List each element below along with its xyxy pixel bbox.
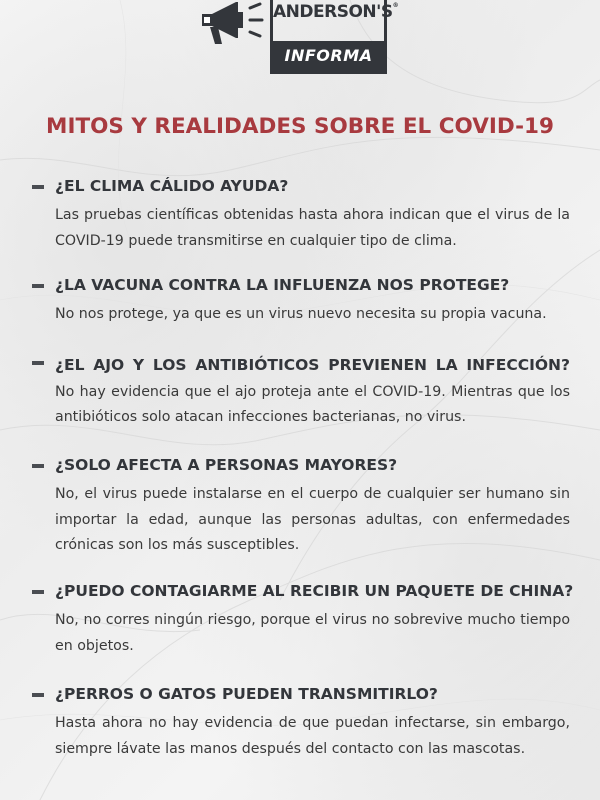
logo <box>198 0 398 78</box>
item-answer: No, el virus puede instalarse en el cuerpo de cualquier ser humano sin importar la edad, aunque las personas adultas, con enfermedades crónicas son los más susceptibles. <box>55 486 570 553</box>
logo-box <box>270 0 399 74</box>
megaphone-icon <box>198 0 268 60</box>
dash-bullet <box>32 284 44 288</box>
item-question: ¿EL AJO Y LOS ANTIBIÓTICOS PREVIENEN LA INFECCIÓN? <box>55 356 570 374</box>
dash-bullet <box>32 464 44 468</box>
item-answer-inline <box>55 353 570 431</box>
item-question: ¿PERROS O GATOS PUEDEN TRANSMITIRLO? <box>55 685 438 703</box>
dash-bullet <box>32 361 44 365</box>
item-question: ¿PUEDO CONTAGIARME AL RECIBIR UN PAQUETE DE CHINA? <box>55 582 574 600</box>
dash-bullet <box>32 590 44 594</box>
item-answer: No hay evidencia que el ajo proteja ante el COVID-19. Mientras que los antibióticos solo atacan infecciones bacterianas, no virus. <box>55 383 570 425</box>
registered-mark: ® <box>392 2 399 9</box>
item-answer: Las pruebas científicas obtenidas hasta ahora indican que el virus de la COVID-19 puede transmitirse en cualquier tipo de clima. <box>55 207 570 249</box>
item-question: ¿SOLO AFECTA A PERSONAS MAYORES? <box>55 456 398 474</box>
logo-band: INFORMA <box>273 41 384 71</box>
page-title: MITOS Y REALIDADES SOBRE EL COVID-19 <box>46 114 554 139</box>
logo-brand: ANDERSON'S® <box>273 2 399 22</box>
dash-bullet <box>32 185 44 189</box>
item-question: ¿EL CLIMA CÁLIDO AYUDA? <box>55 177 289 195</box>
item-question: ¿LA VACUNA CONTRA LA INFLUENZA NOS PROTEGE? <box>55 276 510 294</box>
dash-bullet <box>32 693 44 697</box>
item-answer: No nos protege, ya que es un virus nuevo necesita su propia vacuna. <box>55 306 547 322</box>
item-answer: Hasta ahora no hay evidencia de que puedan infectarse, sin embargo, siempre lávate las manos después del contacto con las mascotas. <box>55 715 570 757</box>
item-answer: No, no corres ningún riesgo, porque el virus no sobrevive mucho tiempo en objetos. <box>55 612 570 654</box>
